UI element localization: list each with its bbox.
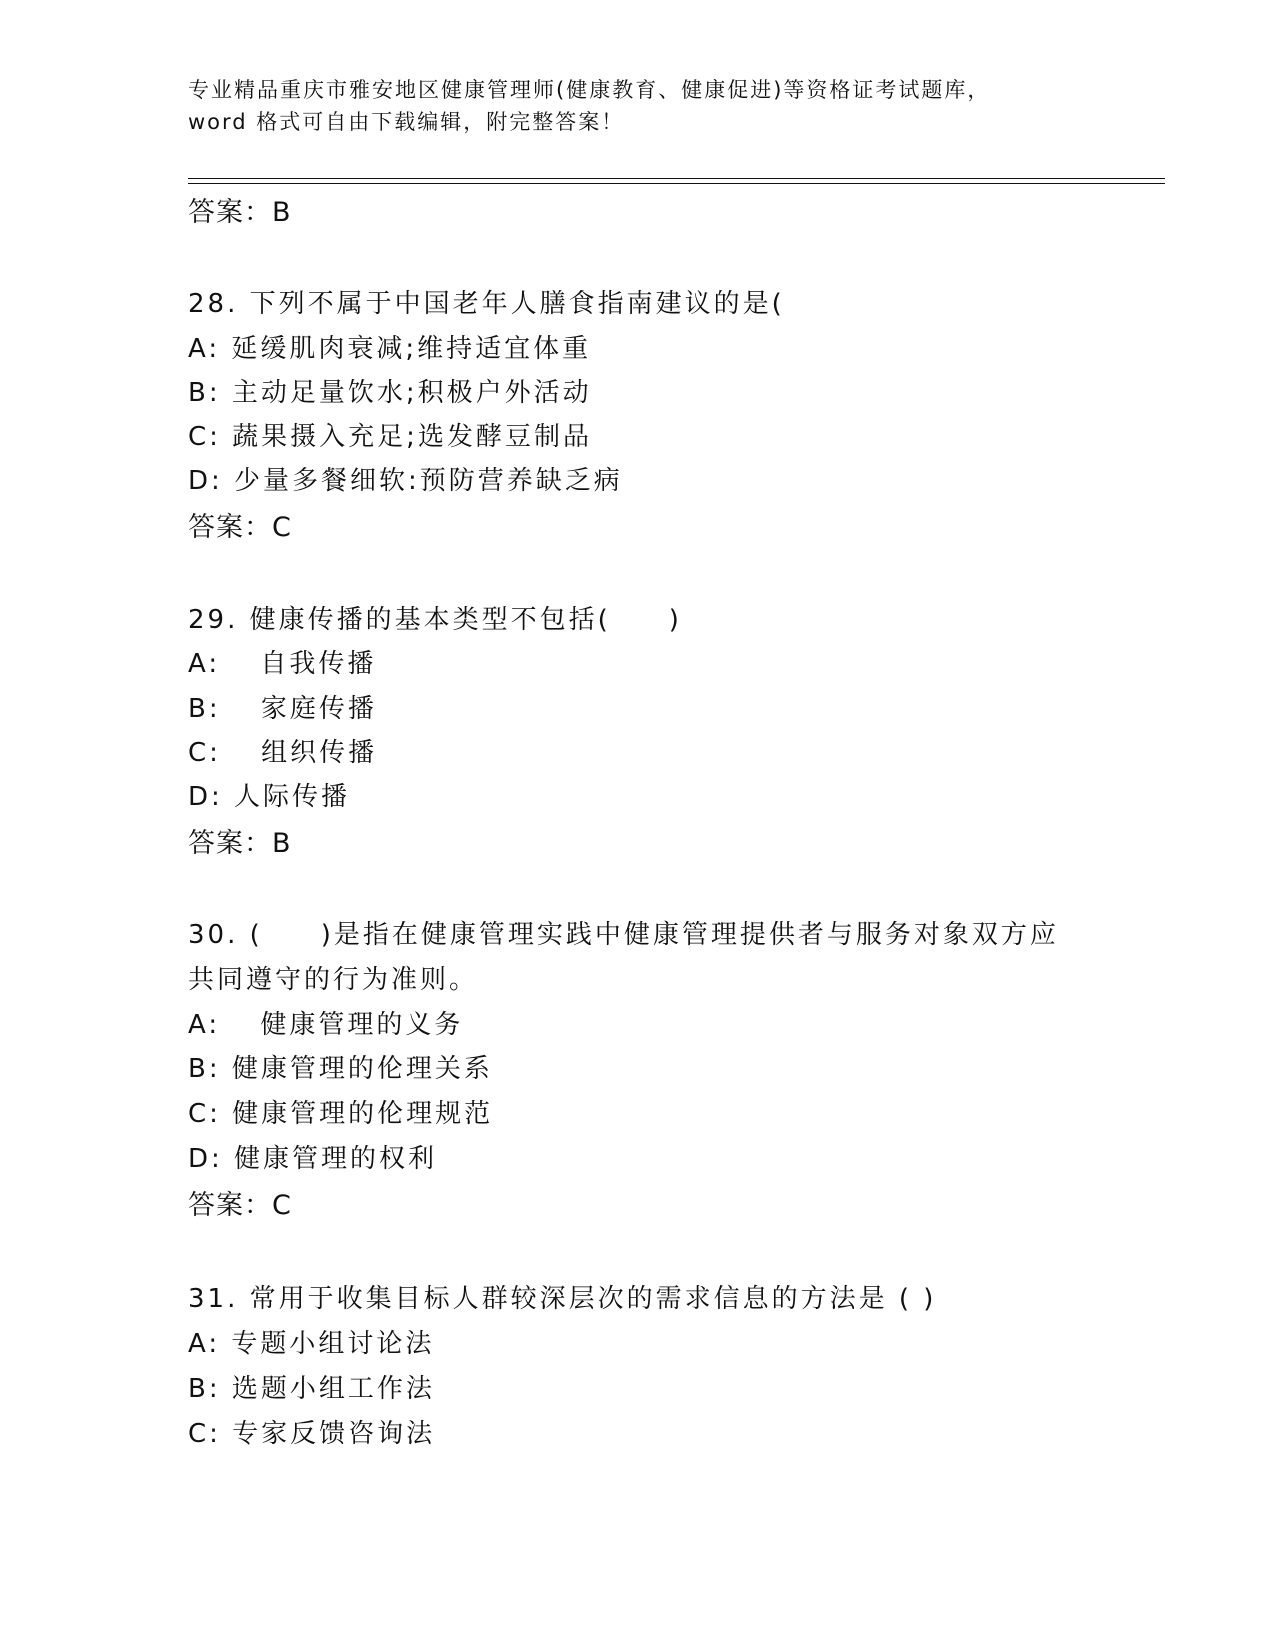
question-31-option-c: C: 专家反馈咨询法	[188, 1419, 436, 1449]
question-28-option-b: B: 主动足量饮水;积极户外活动	[188, 378, 592, 408]
question-28-stem: 28. 下列不属于中国老年人膳食指南建议的是(	[188, 289, 785, 319]
header-line-2: word 格式可自由下载编辑，附完整答案！	[188, 110, 625, 134]
question-28-option-c: C: 蔬果摄入充足;选发酵豆制品	[188, 422, 592, 452]
question-31-option-b: B: 选题小组工作法	[188, 1374, 435, 1404]
question-31-option-a: A: 专题小组讨论法	[188, 1329, 435, 1359]
question-31-stem: 31. 常用于收集目标人群较深层次的需求信息的方法是 ( )	[188, 1284, 937, 1314]
question-30-stem-line-2: 共同遵守的行为准则。	[188, 965, 479, 995]
question-30-option-b: B: 健康管理的伦理关系	[188, 1054, 493, 1084]
header-divider-bottom	[188, 183, 1165, 184]
question-30-option-a: A: 健康管理的义务	[188, 1010, 464, 1040]
document-header	[188, 74, 1088, 138]
question-28-option-a: A: 延缓肌肉衰减;维持适宜体重	[188, 334, 592, 364]
question-29-option-c: C: 组织传播	[188, 738, 378, 768]
header-line-1: 专业精品重庆市雅安地区健康管理师(健康教育、健康促进)等资格证考试题库，	[188, 78, 991, 102]
question-28-option-d: D: 少量多餐细软:预防营养缺乏病	[188, 466, 623, 496]
question-30-option-c: C: 健康管理的伦理规范	[188, 1099, 494, 1129]
previous-answer: 答案：B	[188, 197, 292, 228]
header-divider-top	[188, 178, 1165, 179]
question-30-option-d: D: 健康管理的权利	[188, 1144, 438, 1174]
question-30-answer: 答案：C	[188, 1190, 292, 1221]
question-30-stem-line-1: 30. ( )是指在健康管理实践中健康管理提供者与服务对象双方应	[188, 920, 1059, 950]
question-29-stem: 29. 健康传播的基本类型不包括( )	[188, 605, 682, 635]
question-28-answer: 答案：C	[188, 512, 292, 543]
question-29-answer: 答案：B	[188, 828, 292, 859]
question-29-option-b: B: 家庭传播	[188, 694, 377, 724]
question-29-option-d: D: 人际传播	[188, 782, 351, 812]
question-29-option-a: A: 自我传播	[188, 649, 377, 679]
